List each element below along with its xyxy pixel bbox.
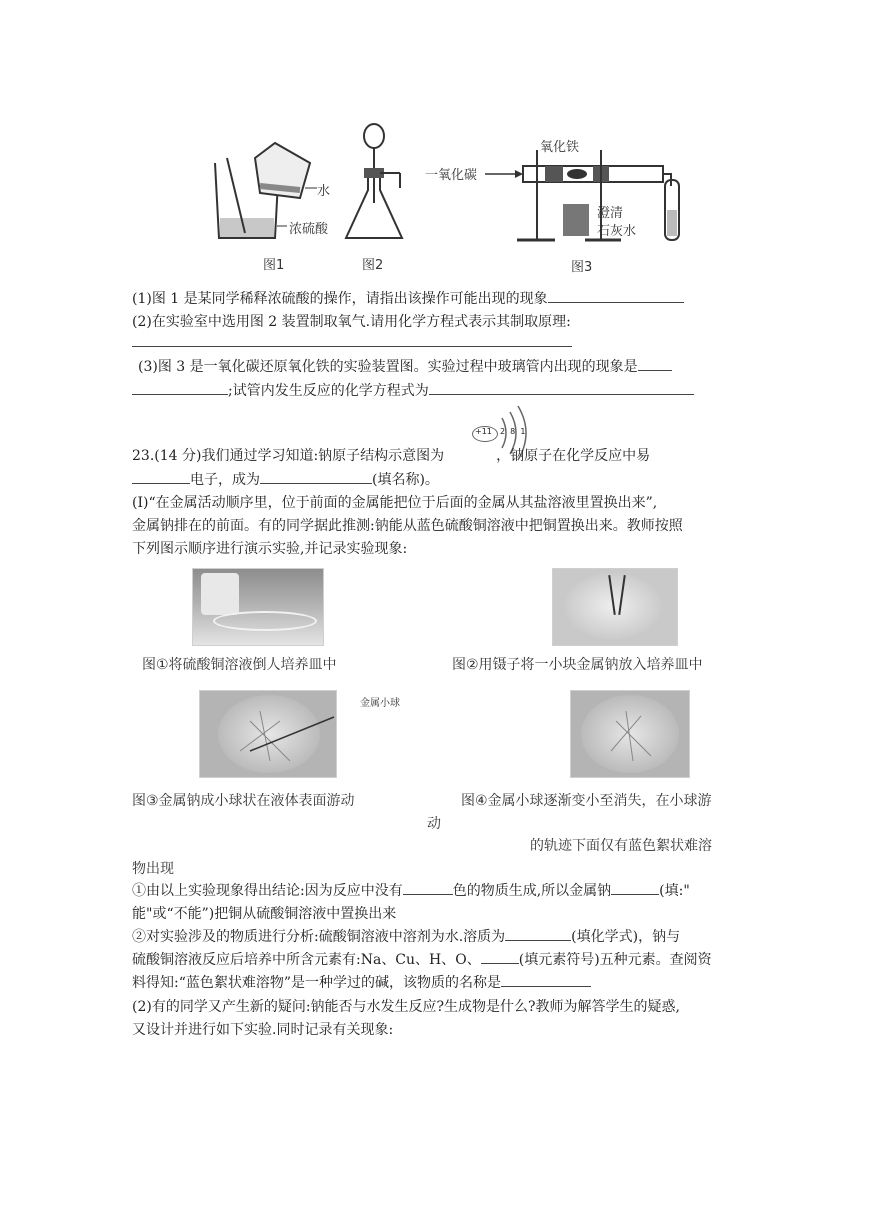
q23-intro-line1	[132, 445, 650, 467]
answer-blank[interactable]	[638, 356, 672, 371]
q22-line2	[132, 311, 571, 333]
q23-c2-line2a: 硫酸铜溶液反应后培养中所含元素有:Na、Cu、H、O、	[132, 952, 481, 968]
q23-c1-c: (填:"	[659, 883, 690, 899]
q23-p2-line1	[132, 996, 680, 1018]
q22-line2-text: (2)在实验室中选用图 2 装置制取氧气.请用化学方程式表示其制取原理:	[132, 314, 571, 330]
q23-c2-b: (填化学式)，钠与	[571, 929, 681, 945]
q22-line3-text: (3)图 3 是一氧化碳还原氧化铁的实验装置图。实验过程中玻璃管内出现的现象是	[138, 359, 638, 375]
label-fe2o3: 氧化铁	[540, 140, 580, 155]
q22-line4-text: ;试管内发生反应的化学方程式为	[228, 383, 429, 399]
answer-blank[interactable]	[548, 288, 684, 303]
q23-intro-a: 23.(14 分)我们通过学习知道:钠原子结构示意图为	[132, 448, 445, 464]
answer-blank[interactable]	[429, 380, 694, 395]
answer-blank[interactable]	[481, 949, 519, 964]
answer-blank[interactable]	[403, 880, 453, 895]
caption-photo-3: 图③金属钠成小球状在液体表面游动	[132, 793, 355, 809]
atom-shells: 2 8 1	[500, 427, 526, 436]
answer-blank[interactable]	[132, 380, 228, 395]
label-water: 水	[317, 184, 331, 199]
photo-add-sodium	[552, 568, 678, 646]
q23-p2-line2	[132, 1019, 393, 1041]
q23-c1-a: ①由以上实验现象得出结论:因为反应中没有	[132, 883, 403, 899]
caption-photo-1: 图①将硫酸铜溶液倒人培养皿中	[142, 657, 337, 673]
q23-c1-b: 色的物质生成,所以金属钠	[452, 883, 612, 899]
q23-p1-line1-text: (I)“在金属活动顺序里，位于前面的金属能把位于后面的金属从其盐溶液里置换出来”,	[132, 495, 658, 511]
label-limewater-2: 石灰水	[597, 224, 637, 239]
answer-blank[interactable]	[505, 926, 571, 941]
caption-photo-4-d: 物出现	[132, 861, 174, 877]
caption-photo-2: 图②用镊子将一小块金属钠放入培养皿中	[452, 657, 703, 673]
q23-c2-line1	[132, 926, 680, 948]
photo-sodium-ball	[199, 690, 337, 778]
q23-c2-line3-text: 料得知:“蓝色絮状难溶物”是一种学过的碱，该物质的名称是	[132, 975, 502, 991]
label-conc-acid: 浓硫酸	[289, 222, 329, 237]
answer-blank[interactable]	[260, 469, 372, 484]
q23-p2-line2-text: 又设计并进行如下实验.同时记录有关现象:	[132, 1022, 394, 1038]
q23-p1-line3	[132, 538, 407, 560]
q23-intro-c: 电子，成为	[190, 472, 260, 488]
answer-blank[interactable]	[611, 880, 659, 895]
q23-p1-line2	[132, 515, 683, 537]
answer-blank[interactable]	[501, 972, 591, 987]
q23-c1-line2-text: 能"或“不能”)把铜从硫酸铜溶液中置换出来	[132, 906, 397, 922]
caption-photo-4-a: 图④金属小球逐渐变小至消失，在小球游	[461, 793, 712, 809]
q23-intro-b: ，钠原子在化学反应中易	[496, 448, 651, 464]
atom-nucleus: +11	[475, 427, 492, 436]
q23-intro-line2	[132, 469, 439, 491]
figure-3	[425, 130, 685, 278]
q23-p2-line1-text: (2)有的同学又产生新的疑问:钠能否与水发生反应?生成物是什么?教师为解答学生的疑惑,	[132, 999, 681, 1015]
q23-c2-a: ②对实验涉及的物质进行分析:硫酸铜溶液中溶剂为水.溶质为	[132, 929, 506, 945]
figure-2	[340, 118, 420, 278]
flask-diagram	[340, 118, 420, 248]
photo-pour-solution	[192, 568, 324, 646]
figure-3-caption: 图3	[571, 260, 593, 275]
label-metal-ball: 金属小球	[360, 698, 400, 709]
q23-p1-line3-text: 下列图示顺序进行演示实验,并记录实验现象:	[132, 541, 408, 557]
q23-intro-d: (填名称)。	[372, 472, 439, 488]
caption-photo-4-b: 动	[427, 816, 441, 832]
q22-line3	[138, 356, 672, 378]
q23-p1-line2-text: 金属钠排在的前面。有的同学据此推测:钠能从蓝色硫酸铜溶液中把铜置换出来。教师按照	[132, 518, 683, 534]
figure-1-caption: 图1	[263, 258, 285, 273]
q22-line4	[132, 380, 694, 402]
answer-line[interactable]	[132, 346, 572, 347]
figure-1	[205, 138, 335, 278]
figure-2-caption: 图2	[362, 258, 384, 273]
q23-c2-line2	[132, 949, 712, 971]
caption-photo-4-c: 的轨迹下面仅有蓝色絮状难溶	[530, 838, 712, 854]
q23-p1-line1	[132, 492, 657, 514]
q22-line1-text: (1)图 1 是某同学稀释浓硫酸的操作，请指出该操作可能出现的现象	[132, 291, 548, 307]
q23-c2-line2b: (填元素符号)五种元素。查阅资	[518, 952, 712, 968]
label-co: 一氧化碳	[425, 168, 478, 183]
photo-ball-vanishing	[570, 690, 690, 778]
q22-line1	[132, 288, 684, 310]
answer-blank[interactable]	[132, 469, 190, 484]
q23-c2-line3	[132, 972, 591, 994]
q23-c1-line2	[132, 903, 396, 925]
label-limewater-1: 澄清	[597, 206, 624, 221]
q23-c1-line1	[132, 880, 690, 902]
